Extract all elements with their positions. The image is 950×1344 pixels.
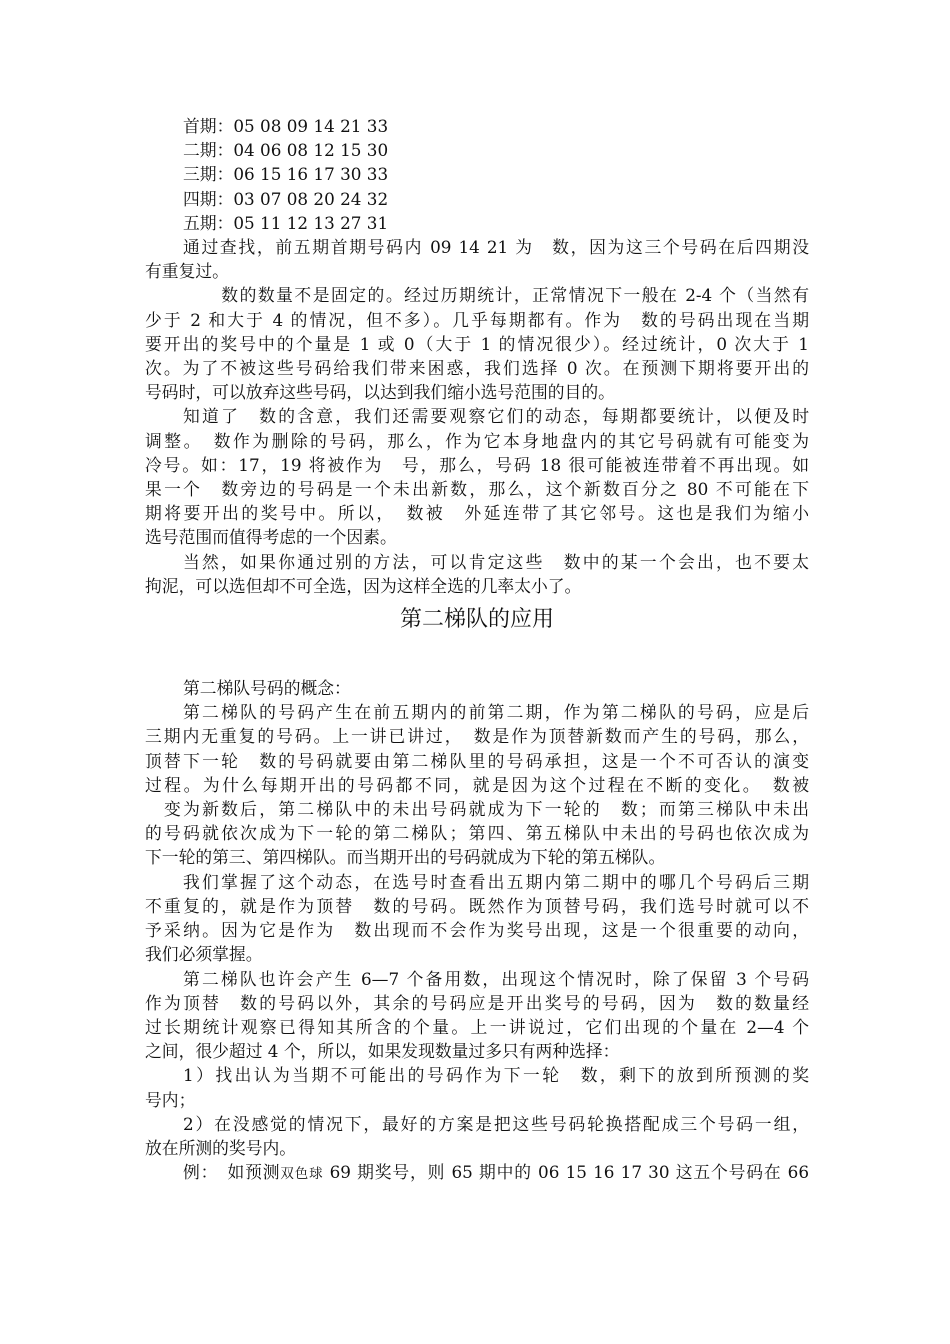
example-prefix: 例： 如预测 (183, 1162, 281, 1183)
text-line: 冷号。如：17，19 将被作为 号，那么，号码 18 很可能被连带着不再出现。如 (145, 454, 809, 475)
text-line: 不重复的，就是作为顶替 数的号码。既然作为顶替号码，我们选号时就可以不 (145, 895, 809, 916)
draw-line: 四期：03 07 08 20 24 32 (183, 188, 389, 209)
text-line: 有重复过。 (145, 261, 229, 282)
text-line: 次。为了不被这些号码给我们带来困惑，我们选择 0 次。在预测下期将要开出的 (145, 358, 809, 379)
text-line: 数的数量不是固定的。经过历期统计，正常情况下一般在 2-4 个（当然有 (203, 285, 809, 306)
text-line: 期将要开出的奖号中。所以， 数被 外延连带了其它邻号。这也是我们为缩小 (145, 503, 809, 524)
text-line: 1）找出认为当期不可能出的号码作为下一轮 数，剩下的放到所预测的奖 (183, 1065, 809, 1086)
text-line: 下一轮的第三、第四梯队。而当期开出的号码就成为下轮的第五梯队。 (145, 847, 666, 868)
paragraph-count (145, 283, 809, 404)
text-line: 号内； (145, 1089, 196, 1110)
text-line: 予采纳。因为它是作为 数出现而不会作为奖号出现，这是一个很重要的动向， (145, 920, 809, 941)
text-line: 拘泥，可以选但却不可全选，因为这样全选的几率太小了。 (145, 575, 582, 596)
text-line: 知道了 数的含意，我们还需要观察它们的动态，每期都要统计，以便及时 (183, 406, 809, 427)
text-line: 调整。 数作为删除的号码，那么，作为它本身地盘内的其它号码就有可能变为 (145, 430, 809, 451)
text-line: 少于 2 和大于 4 的情况，但不多）。几乎每期都有。作为 数的号码出现在当期 (145, 309, 809, 330)
paragraph-backup (145, 967, 809, 1064)
text-line: 第二梯队也许会产生 6—7 个备用数，出现这个情况时，除了保留 3 个号码 (183, 968, 809, 989)
text-line: 我们必须掌握。 (145, 944, 263, 965)
paragraph-search (145, 235, 809, 283)
draw-line: 首期：05 08 09 14 21 33 (183, 116, 389, 136)
text-line: 放在所测的奖号内。 (145, 1137, 297, 1158)
text-line: 果一个 数旁边的号码是一个未出新数，那么，这个新数百分之 80 不可能在下 (145, 479, 809, 500)
text-line: 通过查找，前五期首期号码内 09 14 21 为 数，因为这三个号码在后四期没 (183, 237, 809, 258)
text-line: 的号码就依次成为下一轮的第二梯队；第四、第五梯队中未出的号码也依次成为 (145, 823, 809, 844)
example-lottery-name: 双色球 (280, 1166, 324, 1183)
text-line: 过长期统计观察已得知其所含的个量。上一讲说过，它们出现的个量在 2—4 个 (145, 1016, 809, 1037)
text-line: 2）在没感觉的情况下，最好的方案是把这些号码轮换搭配成三个号码一组， (183, 1113, 809, 1134)
draw-line: 二期：04 06 08 12 15 30 (183, 140, 389, 161)
draw-list (145, 114, 809, 235)
option-two (145, 1112, 809, 1160)
option-one (145, 1063, 809, 1111)
draw-line: 五期：05 11 12 13 27 31 (183, 212, 389, 233)
paragraph-dynamic (145, 870, 809, 967)
text-line: 之间，很少超过 4 个，所以，如果发现数量过多只有两种选择： (145, 1041, 620, 1062)
paragraph-second-tier (145, 700, 809, 869)
paragraph-caution (145, 550, 809, 598)
text-line: 选号范围而值得考虑的一个因素。 (145, 527, 397, 548)
text-line: 我们掌握了这个动态，在选号时查看出五期内第二期中的哪几个号码后三期 (183, 871, 809, 892)
document-page (145, 114, 809, 1186)
text-line: 号码时，可以放弃这些号码，以达到我们缩小选号范围的目的。 (145, 382, 615, 403)
text-line: 作为顶替 数的号码以外，其余的号码应是开出奖号的号码，因为 数的数量经 (145, 992, 809, 1013)
text-line: 过程。为什么每期开出的号码都不同，就是因为这个过程在不断的变化。 数被 (145, 774, 809, 795)
text-line: 三期内无重复的号码。上一讲已讲过， 数是作为顶替新数而产生的号码，那么， (145, 726, 809, 747)
concept-title: 第二梯队号码的概念： (183, 678, 351, 699)
text-line: 当然，如果你通过别的方法，可以肯定这些 数中的某一个会出，也不要太 (183, 551, 809, 572)
text-line: 要开出的奖号中的个量是 1 或 0（大于 1 的情况很少）。经过统计，0 次大于 1 (145, 333, 809, 354)
text-line: 顶替下一轮 数的号码就要由第二梯队里的号码承担，这是一个不可否认的演变 (145, 750, 809, 771)
text-line: 变为新数后，第二梯队中的未出号码就成为下一轮的 数；而第三梯队中未出 (145, 799, 809, 820)
draw-line: 三期：06 15 16 17 30 33 (183, 164, 389, 185)
example-suffix: 69 期奖号，则 65 期中的 06 15 16 17 30 这五个号码在 66 (323, 1162, 810, 1183)
example-line (145, 1160, 809, 1186)
text-line: 第二梯队的号码产生在前五期内的前第二期，作为第二梯队的号码，应是后 (183, 702, 809, 723)
paragraph-meaning (145, 404, 809, 549)
section-heading: 第二梯队的应用 (399, 607, 554, 633)
